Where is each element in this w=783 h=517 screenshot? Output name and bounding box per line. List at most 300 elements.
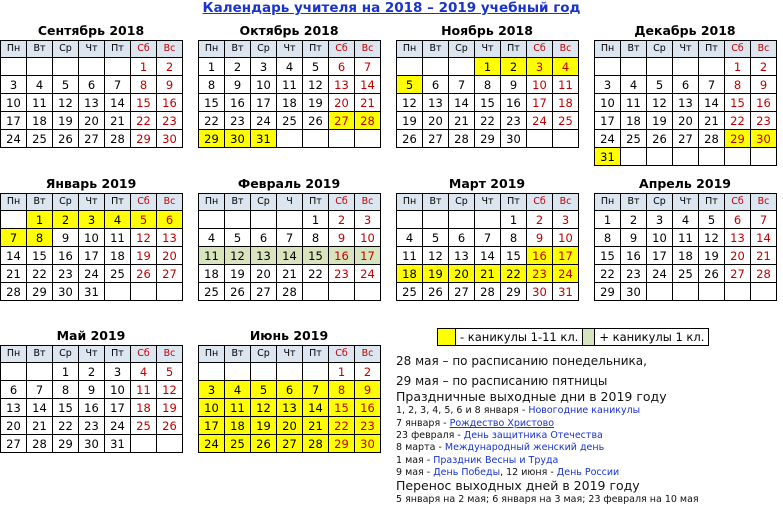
weekday-header: Чт [673, 41, 699, 58]
day-cell: 19 [53, 112, 79, 130]
day-cell: 7 [751, 211, 777, 229]
day-cell: 10 [79, 229, 105, 247]
empty-day-cell [157, 435, 183, 453]
day-cell: 12 [423, 247, 449, 265]
day-cell: 1 [475, 58, 501, 76]
day-cell: 20 [673, 112, 699, 130]
month-grid [594, 193, 777, 301]
day-cell: 31 [251, 130, 277, 148]
weekday-header: Пт [303, 194, 329, 211]
day-cell: 10 [595, 94, 621, 112]
day-cell: 22 [53, 417, 79, 435]
day-cell: 28 [699, 130, 725, 148]
day-cell: 28 [303, 435, 329, 453]
weekday-header: Вт [27, 346, 53, 363]
day-cell: 17 [79, 247, 105, 265]
day-cell: 17 [251, 94, 277, 112]
month-grid [198, 40, 381, 148]
weekday-header: Пн [397, 41, 423, 58]
transfer-title: Перенос выходных дней в 2019 году [396, 478, 640, 493]
day-cell: 1 [199, 58, 225, 76]
day-cell: 3 [1, 76, 27, 94]
weekday-header: Сб [329, 194, 355, 211]
empty-day-cell [595, 58, 621, 76]
day-cell: 27 [423, 130, 449, 148]
month-calendar [198, 327, 380, 453]
empty-day-cell [131, 283, 157, 301]
day-cell: 5 [251, 381, 277, 399]
holiday-line-4 [396, 442, 604, 453]
weekday-header: Ср [53, 41, 79, 58]
day-cell: 21 [699, 112, 725, 130]
day-cell: 25 [27, 130, 53, 148]
day-cell: 26 [647, 130, 673, 148]
month-title: Апрель 2019 [639, 176, 731, 191]
day-cell: 30 [751, 130, 777, 148]
day-cell: 20 [423, 112, 449, 130]
month-grid [0, 40, 183, 148]
day-cell: 21 [475, 265, 501, 283]
day-cell: 21 [355, 94, 381, 112]
holiday-1-dates: 1, 2, 3, 4, 5, 6 и 8 января - [396, 405, 529, 416]
month-title: Июнь 2019 [249, 328, 329, 343]
legend-extra [583, 328, 709, 346]
day-cell: 3 [199, 381, 225, 399]
day-cell: 5 [157, 363, 183, 381]
day-cell: 7 [27, 381, 53, 399]
day-cell: 1 [27, 211, 53, 229]
empty-day-cell [199, 211, 225, 229]
empty-day-cell [251, 211, 277, 229]
day-cell: 23 [501, 112, 527, 130]
day-cell: 1 [303, 211, 329, 229]
day-cell: 22 [501, 265, 527, 283]
holiday-line-1 [396, 405, 640, 416]
empty-day-cell [699, 58, 725, 76]
day-cell: 4 [131, 363, 157, 381]
day-cell: 26 [131, 265, 157, 283]
legend-holidays [437, 328, 583, 346]
transfer-text: 5 января на 2 мая; 6 января на 3 мая; 23 февраля на 10 мая [396, 494, 699, 505]
day-cell: 4 [225, 381, 251, 399]
weekday-header: Чт [475, 194, 501, 211]
weekday-header: Вт [225, 346, 251, 363]
month-calendar [594, 22, 776, 166]
weekday-header: Ср [53, 346, 79, 363]
day-cell: 1 [53, 363, 79, 381]
day-cell: 20 [79, 112, 105, 130]
day-cell: 29 [131, 130, 157, 148]
day-cell: 10 [199, 399, 225, 417]
holiday-3-name: День защитника Отечества [463, 430, 603, 441]
month-grid [396, 193, 579, 301]
weekday-header: Вт [621, 41, 647, 58]
weekday-header: Сб [329, 346, 355, 363]
weekday-header: Пт [501, 194, 527, 211]
day-cell: 27 [157, 265, 183, 283]
day-cell: 25 [105, 265, 131, 283]
weekday-header: Чт [79, 41, 105, 58]
empty-day-cell [277, 363, 303, 381]
day-cell: 30 [225, 130, 251, 148]
day-cell: 2 [527, 211, 553, 229]
day-cell: 18 [397, 265, 423, 283]
day-cell: 24 [199, 435, 225, 453]
day-cell: 25 [397, 283, 423, 301]
weekday-header: Сб [725, 194, 751, 211]
empty-day-cell [621, 58, 647, 76]
empty-day-cell [355, 130, 381, 148]
day-cell: 11 [105, 229, 131, 247]
weekday-header: Пн [1, 346, 27, 363]
weekday-header: Чт [475, 41, 501, 58]
day-cell: 6 [329, 58, 355, 76]
day-cell: 16 [329, 247, 355, 265]
day-cell: 17 [199, 417, 225, 435]
weekday-header: Вс [751, 194, 777, 211]
month-calendar [0, 175, 182, 301]
day-cell: 19 [251, 417, 277, 435]
empty-day-cell [131, 435, 157, 453]
day-cell: 14 [1, 247, 27, 265]
page-title[interactable]: Календарь учителя на 2018 – 2019 учебный год [202, 0, 581, 16]
day-cell: 21 [303, 417, 329, 435]
day-cell: 31 [595, 148, 621, 166]
day-cell: 2 [157, 58, 183, 76]
empty-day-cell [725, 283, 751, 301]
day-cell: 18 [105, 247, 131, 265]
day-cell: 3 [527, 58, 553, 76]
weekday-header: Чт [673, 194, 699, 211]
day-cell: 18 [225, 417, 251, 435]
day-cell: 10 [1, 94, 27, 112]
empty-day-cell [225, 363, 251, 381]
weekday-header: Ср [251, 41, 277, 58]
day-cell: 22 [131, 112, 157, 130]
month-calendar [0, 22, 182, 148]
weekday-header: Вс [157, 346, 183, 363]
month-grid [198, 193, 381, 301]
day-cell: 15 [131, 94, 157, 112]
day-cell: 5 [699, 211, 725, 229]
day-cell: 17 [527, 94, 553, 112]
day-cell: 22 [595, 265, 621, 283]
holiday-line-2 [396, 418, 554, 429]
day-cell: 20 [725, 247, 751, 265]
day-cell: 8 [27, 229, 53, 247]
day-cell: 26 [699, 265, 725, 283]
day-cell: 16 [79, 399, 105, 417]
day-cell: 13 [277, 399, 303, 417]
day-cell: 19 [225, 265, 251, 283]
day-cell: 25 [199, 283, 225, 301]
day-cell: 6 [449, 229, 475, 247]
month-calendar [396, 22, 578, 148]
day-cell: 17 [1, 112, 27, 130]
day-cell: 22 [475, 112, 501, 130]
empty-day-cell [251, 363, 277, 381]
day-cell: 24 [251, 112, 277, 130]
empty-day-cell [27, 58, 53, 76]
day-cell: 6 [1, 381, 27, 399]
day-cell: 11 [199, 247, 225, 265]
day-cell: 20 [277, 417, 303, 435]
day-cell: 24 [79, 265, 105, 283]
weekday-header: Ср [53, 194, 79, 211]
day-cell: 18 [621, 112, 647, 130]
weekday-header: Сб [527, 194, 553, 211]
weekday-header: Ср [647, 194, 673, 211]
day-cell: 12 [251, 399, 277, 417]
holiday-3-dates: 23 февраля - [396, 430, 464, 441]
note-may29: 29 мая – по расписанию пятницы [396, 374, 608, 388]
month-title: Февраль 2019 [237, 176, 341, 191]
empty-day-cell [553, 130, 579, 148]
day-cell: 15 [27, 247, 53, 265]
day-cell: 29 [329, 435, 355, 453]
day-cell: 8 [595, 229, 621, 247]
day-cell: 16 [355, 399, 381, 417]
holidays-title: Праздничные выходные дни в 2019 году [396, 389, 667, 404]
day-cell: 31 [79, 283, 105, 301]
empty-day-cell [673, 148, 699, 166]
day-cell: 14 [105, 94, 131, 112]
day-cell: 20 [449, 265, 475, 283]
month-calendar [594, 175, 776, 301]
day-cell: 29 [199, 130, 225, 148]
day-cell: 14 [277, 247, 303, 265]
day-cell: 9 [501, 76, 527, 94]
day-cell: 22 [303, 265, 329, 283]
day-cell: 16 [157, 94, 183, 112]
day-cell: 24 [647, 265, 673, 283]
day-cell: 29 [27, 283, 53, 301]
day-cell: 23 [329, 265, 355, 283]
day-cell: 10 [105, 381, 131, 399]
month-title: Октябрь 2018 [239, 23, 339, 38]
empty-day-cell [355, 283, 381, 301]
day-cell: 19 [397, 112, 423, 130]
day-cell: 5 [53, 76, 79, 94]
weekday-header: Сб [131, 346, 157, 363]
day-cell: 1 [131, 58, 157, 76]
day-cell: 31 [553, 283, 579, 301]
day-cell: 1 [725, 58, 751, 76]
legend-green-swatch [583, 329, 595, 345]
day-cell: 14 [475, 247, 501, 265]
day-cell: 15 [303, 247, 329, 265]
day-cell: 26 [251, 435, 277, 453]
empty-day-cell [105, 58, 131, 76]
empty-day-cell [277, 211, 303, 229]
weekday-header: Ч [277, 194, 303, 211]
day-cell: 14 [355, 76, 381, 94]
month-title: Март 2019 [448, 176, 526, 191]
month-grid [0, 345, 183, 453]
day-cell: 11 [553, 76, 579, 94]
empty-day-cell [423, 211, 449, 229]
day-cell: 13 [1, 399, 27, 417]
empty-day-cell [303, 283, 329, 301]
holiday-line-3 [396, 430, 603, 441]
weekday-header: Сб [329, 41, 355, 58]
day-cell: 26 [53, 130, 79, 148]
weekday-header: Сб [527, 41, 553, 58]
empty-day-cell [157, 283, 183, 301]
day-cell: 17 [647, 247, 673, 265]
day-cell: 12 [647, 94, 673, 112]
day-cell: 24 [595, 130, 621, 148]
day-cell: 26 [423, 283, 449, 301]
day-cell: 28 [27, 435, 53, 453]
empty-day-cell [225, 211, 251, 229]
day-cell: 27 [251, 283, 277, 301]
day-cell: 27 [79, 130, 105, 148]
day-cell: 14 [699, 94, 725, 112]
day-cell: 2 [53, 211, 79, 229]
day-cell: 18 [27, 112, 53, 130]
day-cell: 1 [501, 211, 527, 229]
day-cell: 29 [595, 283, 621, 301]
day-cell: 27 [449, 283, 475, 301]
day-cell: 27 [277, 435, 303, 453]
day-cell: 23 [751, 112, 777, 130]
day-cell: 24 [553, 265, 579, 283]
holiday-6-dates-b: , 12 июня - [500, 467, 557, 478]
day-cell: 2 [751, 58, 777, 76]
month-grid [396, 40, 579, 148]
holiday-5-name: Праздник Весны и Труда [433, 455, 559, 466]
legend-holidays-label: - каникулы 1-11 кл. [460, 330, 579, 344]
day-cell: 5 [647, 76, 673, 94]
empty-day-cell [699, 148, 725, 166]
weekday-header: Вс [355, 346, 381, 363]
day-cell: 12 [225, 247, 251, 265]
empty-day-cell [621, 148, 647, 166]
empty-day-cell [277, 130, 303, 148]
day-cell: 16 [527, 247, 553, 265]
empty-day-cell [647, 58, 673, 76]
day-cell: 18 [553, 94, 579, 112]
holiday-2-link[interactable]: Рождество Христово [449, 418, 555, 429]
day-cell: 22 [329, 417, 355, 435]
day-cell: 21 [751, 247, 777, 265]
empty-day-cell [53, 58, 79, 76]
day-cell: 25 [553, 112, 579, 130]
day-cell: 18 [131, 399, 157, 417]
day-cell: 26 [397, 130, 423, 148]
day-cell: 28 [277, 283, 303, 301]
day-cell: 11 [397, 247, 423, 265]
day-cell: 8 [131, 76, 157, 94]
month-grid [594, 40, 777, 166]
empty-day-cell [449, 211, 475, 229]
day-cell: 6 [251, 229, 277, 247]
day-cell: 5 [423, 229, 449, 247]
day-cell: 21 [277, 265, 303, 283]
empty-day-cell [475, 211, 501, 229]
weekday-header: Вт [423, 194, 449, 211]
day-cell: 6 [423, 76, 449, 94]
empty-day-cell [397, 211, 423, 229]
empty-day-cell [751, 148, 777, 166]
day-cell: 23 [79, 417, 105, 435]
weekday-header: Вс [553, 194, 579, 211]
day-cell: 7 [475, 229, 501, 247]
day-cell: 24 [1, 130, 27, 148]
weekday-header: Сб [725, 41, 751, 58]
month-calendar [0, 327, 182, 453]
empty-day-cell [673, 58, 699, 76]
day-cell: 14 [449, 94, 475, 112]
holiday-6-name-a: День Победы [433, 467, 501, 478]
empty-day-cell [397, 58, 423, 76]
day-cell: 13 [157, 229, 183, 247]
day-cell: 25 [621, 130, 647, 148]
day-cell: 23 [53, 265, 79, 283]
day-cell: 17 [553, 247, 579, 265]
day-cell: 7 [699, 76, 725, 94]
empty-day-cell [423, 58, 449, 76]
day-cell: 29 [501, 283, 527, 301]
weekday-header: Пт [303, 346, 329, 363]
day-cell: 30 [501, 130, 527, 148]
day-cell: 21 [449, 112, 475, 130]
day-cell: 27 [1, 435, 27, 453]
empty-day-cell [1, 58, 27, 76]
empty-day-cell [1, 363, 27, 381]
weekday-header: Вс [553, 41, 579, 58]
weekday-header: Ср [251, 346, 277, 363]
holiday-2-dates: 7 января - [396, 418, 450, 429]
day-cell: 4 [105, 211, 131, 229]
weekday-header: Ср [647, 41, 673, 58]
weekday-header: Вт [27, 194, 53, 211]
weekday-header: Пт [699, 194, 725, 211]
day-cell: 15 [475, 94, 501, 112]
day-cell: 26 [157, 417, 183, 435]
empty-day-cell [303, 130, 329, 148]
empty-day-cell [699, 283, 725, 301]
day-cell: 9 [329, 229, 355, 247]
day-cell: 9 [751, 76, 777, 94]
day-cell: 5 [303, 58, 329, 76]
day-cell: 3 [251, 58, 277, 76]
day-cell: 11 [27, 94, 53, 112]
weekday-header: Вт [423, 41, 449, 58]
day-cell: 23 [621, 265, 647, 283]
empty-day-cell [303, 363, 329, 381]
day-cell: 8 [725, 76, 751, 94]
day-cell: 31 [105, 435, 131, 453]
holiday-5-dates: 1 мая - [396, 455, 434, 466]
day-cell: 15 [199, 94, 225, 112]
weekday-header: Пт [699, 41, 725, 58]
weekday-header: Ср [251, 194, 277, 211]
day-cell: 13 [725, 229, 751, 247]
day-cell: 6 [725, 211, 751, 229]
weekday-header: Чт [277, 346, 303, 363]
day-cell: 22 [27, 265, 53, 283]
weekday-header: Вс [157, 41, 183, 58]
day-cell: 19 [303, 94, 329, 112]
day-cell: 21 [27, 417, 53, 435]
day-cell: 9 [157, 76, 183, 94]
day-cell: 2 [501, 58, 527, 76]
day-cell: 22 [725, 112, 751, 130]
empty-day-cell [27, 363, 53, 381]
day-cell: 8 [53, 381, 79, 399]
